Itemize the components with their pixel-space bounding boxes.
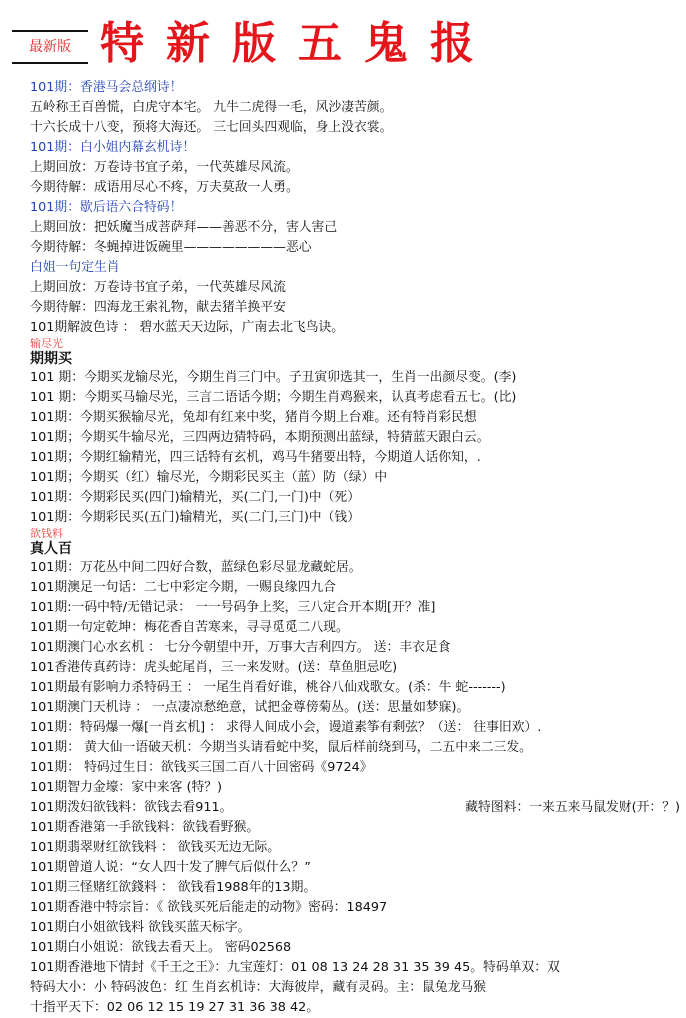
text-line: 101期三怪赌红欲錢料 ： 欲钱看1988年的13期。 <box>30 880 317 895</box>
section-title: 期期买 <box>30 351 72 367</box>
section-mark: 欲钱料 <box>30 528 63 540</box>
text-line: 101期；今期买（红）输尽光，今期彩民买主（蓝）防（绿）中 <box>30 470 388 485</box>
split-line-right: 藏特图料：一来五来马鼠发财(开：？) <box>465 800 680 815</box>
text-line: 101期香港第一手欲钱料：欲钱看野猴。 <box>30 820 260 835</box>
text-line: 101期澳门天机诗 ： 一点凄凉愁绝意，试把金尊傍菊丛。(送：思量如梦寐)。 <box>30 700 470 715</box>
text-line: 101期一句定乾坤：梅花香自苦寒来，寻寻觅觅二八现。 <box>30 620 349 635</box>
text-line: 上期回放：万卷诗书宜子弟，一代英雄尽风流 <box>30 280 286 295</box>
text-line: 101期最有影响力杀特码王 ： 一尾生肖看好谁，桃谷八仙戏歌女。(杀：牛 蛇-------) <box>30 680 506 695</box>
text-line: 101期；今期买牛输尽光，三四两边猜特码，本期预测出蓝绿，特猜蓝天跟白云。 <box>30 430 490 445</box>
text-line: 101期：万花丛中间二四好合数，蓝绿色彩尽显龙藏蛇居。 <box>30 560 362 575</box>
text-line: 101期智力金壕：家中来客 (特？) <box>30 780 223 795</box>
text-line: 五岭称王百兽慌，白虎守本宅。 九牛二虎得一毛，风沙凄苦颜。 <box>30 100 393 115</box>
text-line: 上期回放：万卷诗书宜子弟，一代英雄尽风流。 <box>30 160 299 175</box>
text-line: 今期待解：四海龙王索礼物，献去猪羊换平安 <box>30 300 286 315</box>
block-baijie <box>30 258 680 338</box>
block-xiehouyu <box>30 198 680 258</box>
edition-badge: 最新版 <box>12 30 88 64</box>
page-title: 特新版五鬼报 <box>100 18 496 69</box>
text-line: 今期待解：冬蝇掉进饭碗里————————恶心 <box>30 240 312 255</box>
split-text-line <box>30 798 680 818</box>
block-heading: 101期：歇后语六合特码！ <box>30 200 183 215</box>
text-line: 101香港传真药诗：虎头蛇尾肖，三一来发财。(送：草鱼胆忌吃) <box>30 660 398 675</box>
text-line: 特码大小：小 特码波色：红 生肖玄机诗：大海彼岸，藏有灵码。主：鼠兔龙马猴 <box>30 980 487 995</box>
block-heading: 101期：白小姐内幕玄机诗！ <box>30 140 196 155</box>
section-qiqimai <box>30 338 680 528</box>
text-line: 101期：特码爆一爆[一肖玄机] ： 求得人间成小会，谩道素筝有剩弦？（送： 往事旧欢）. <box>30 720 542 735</box>
text-line: 101期白小姐欲钱料 欲钱买蓝天标字。 <box>30 920 251 935</box>
section-title: 真人百 <box>30 541 72 557</box>
text-line: 101期:一码中特/无错记录： 一一号码争上奖，三八定合开本期[开？准] <box>30 600 436 615</box>
block-baixiaojie-poem <box>30 138 680 198</box>
content <box>30 78 680 1018</box>
block-heading: 101期：香港马会总纲诗！ <box>30 80 183 95</box>
text-line: 101期曾道人说：“女人四十发了脾气后似什么？” <box>30 860 311 875</box>
block-heading: 白姐一句定生肖 <box>30 260 120 275</box>
text-line: 101期澳门心水玄机 ： 七分今朝望中开，万事大吉利四方。 送：丰衣足食 <box>30 640 451 655</box>
text-line: 101期解波色诗 ： 碧水蓝天天边际，广南去北飞鸟诀。 <box>30 320 345 335</box>
section-mark: 输尽光 <box>30 338 63 350</box>
block-hk-poem <box>30 78 680 138</box>
text-line: 101期：今期买猴输尽光，兔却有红来中奖，猪肖今期上台难。还有特肖彩民想 <box>30 410 477 425</box>
header <box>0 0 686 78</box>
text-line: 上期回放：把妖魔当成菩萨拜——善恶不分，害人害己 <box>30 220 338 235</box>
text-line: 101期： 特码过生日：欲钱买三国二百八十回密码《9724》 <box>30 760 373 775</box>
split-line-left: 101期泼妇欲钱料：欲钱去看911。 <box>30 800 233 815</box>
text-line: 101期香港地下情封《千王之王》：九宝莲灯：01 08 13 24 28 31 35 39 45。特码单双：双 <box>30 960 560 975</box>
text-line: 今期待解：成语用尽心不疼，万夫莫敌一人勇。 <box>30 180 299 195</box>
text-line: 十指平天下：02 06 12 15 19 27 31 36 38 42。 <box>30 1000 320 1015</box>
section-zhenrenbai <box>30 528 680 1018</box>
text-line: 101期： 黄大仙一语破天机：今期当头请看蛇中奖，鼠后样前绕到马，二五中来二三发。 <box>30 740 532 755</box>
text-line: 101 期：今期买马输尽光，三言二语话今期；今期生肖鸡猴来，认真考虑看五七。(比) <box>30 390 517 405</box>
text-line: 101 期：今期买龙输尽光，今期生肖三门中。子丑寅卯选其一，生肖一出颜尽变。(李) <box>30 370 517 385</box>
text-line: 101期；今期红输精光，四三话特有玄机，鸡马牛猪要出特，今期道人话你知，. <box>30 450 481 465</box>
text-line: 101期白小姐说：欲钱去看天上。 密码02568 <box>30 940 292 955</box>
text-line: 101期澳足一句话：二七中彩定今期，一赐良缘四九合 <box>30 580 336 595</box>
text-line: 101期香港中特宗旨：《 欲钱买死后能走的动物》密码：18497 <box>30 900 388 915</box>
text-line: 101期翡翠财红欲钱料 ： 欲钱买无边无际。 <box>30 840 281 855</box>
text-line: 101期：今期彩民买(五门)输精光，买(二门,三门)中（钱） <box>30 510 360 525</box>
text-line: 101期：今期彩民买(四门)输精光，买(二门,一门)中（死） <box>30 490 360 505</box>
text-line: 十六长成十八变，预将大海还。 三七回头四观临，身上没衣裳。 <box>30 120 393 135</box>
